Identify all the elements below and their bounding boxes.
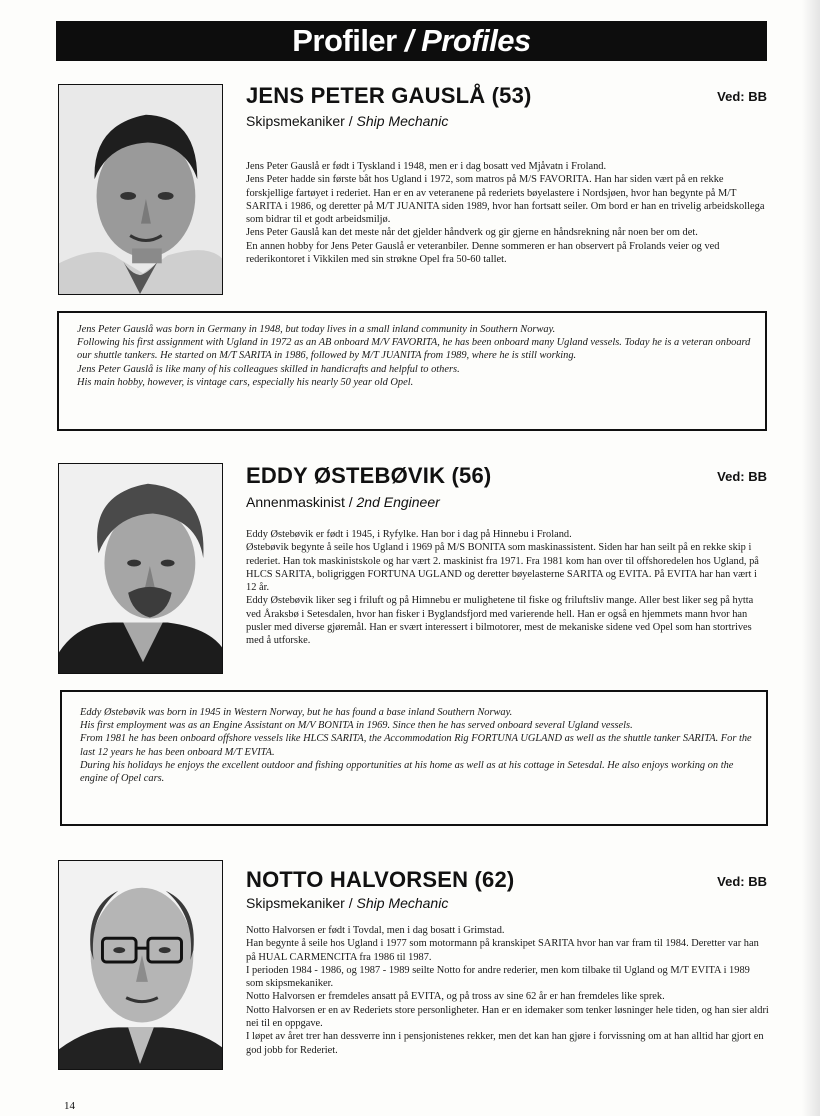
profile-name: NOTTO HALVORSEN (62): [246, 867, 515, 892]
bio-paragraph: Notto Halvorsen er fremdeles ansatt på EVITA, og på tross av sine 62 år er han fremdeles like sprek.: [246, 991, 665, 1003]
header-title-en: Profiles: [421, 23, 531, 58]
bio-paragraph: Eddy Østebøvik er født i 1945, i Ryfylke. Han bor i dag på Hinnebu i Froland.: [246, 529, 572, 540]
bio-paragraph: Jens Peter Gauslå er født i Tyskland i 1948, men er i dag bosatt ved Mjåvatn i Froland.: [246, 161, 607, 172]
role-en: Ship Mechanic: [356, 895, 449, 911]
bio-en-paragraph: His first employment was as an Engine Assistant on M/V BONITA in 1969. Since then he has served onboard several Ugland vessels.: [80, 720, 633, 732]
page-number: 14: [64, 1100, 75, 1112]
profile-bio-en-box: [57, 311, 767, 431]
profile-name: JENS PETER GAUSLÅ (53): [246, 83, 532, 108]
bio-paragraph: Han begynte å seile hos Ugland i 1977 som motormann på kranskipet SARITA hvor han var fram til 1984. Deretter var han på HUAL CARMENCITA fra 1986 til 1987.: [246, 938, 759, 963]
bio-paragraph: I løpet av året trer han dessverre inn i pensjonistenes rekker, men det kan han gjøre i forvissning om at han alltid har gjort en god jobb for Rederiet.: [246, 1031, 764, 1056]
role-no: Annenmaskinist: [246, 494, 345, 510]
header-title-no: Profiler: [292, 23, 397, 58]
bio-paragraph: Eddy Østebøvik liker seg i friluft og på Himnebu er mulighetene til fiske og friluftsliv mange. Aller best liker seg på hytta ved Åraksbø i Setesdalen, hvor han fisker i Byglandsfjord med varierende hell. Han er også en hjemmets mann hvor han pusler med diverse gjøremål. Han er svært interessert i bilmotorer, mest de mekaniske sidene ved Opel som han stortrives med å utforske.: [246, 595, 754, 647]
bio-paragraph: Østebøvik begynte å seile hos Ugland i 1969 på M/S BONITA som maskinassistent. Siden har han seilt på en rekke skip i rederiet. Han tok maskinistskole og har vært 2. maskinist fra 1971. Fra 1981 kom han over til offshoredelen hos Ugland, på HLCS SARITA, boligriggen FORTUNA UGLAND og deretter bøyelasterne SARITA og EVITA. På EVITA har han vært i 12 år.: [246, 542, 759, 594]
role-en: Ship Mechanic: [356, 113, 449, 129]
role-separator: /: [344, 113, 357, 129]
profile-ved: Ved: BB: [717, 874, 767, 889]
profile-name: EDDY ØSTEBØVIK (56): [246, 463, 492, 488]
profile-photo-gausla: [58, 84, 223, 295]
bio-en-paragraph: From 1981 he has been onboard offshore vessels like HLCS SARITA, the Accommodation Rig FORTUNA UGLAND as well as the shuttle tanker SARITA. For the last 12 years he has been onboard M/T EVITA.: [80, 733, 752, 758]
bio-en-paragraph: During his holidays he enjoys the excellent outdoor and fishing opportunities at his home as well as at his cottage in Setesdal. He also enjoys working on the engine of Opel cars.: [80, 759, 734, 785]
profile-ved: Ved: BB: [717, 469, 767, 484]
profile-bio-no: [246, 160, 769, 266]
profile-photo-ostebovik: [58, 463, 223, 674]
profile-photo-halvorsen: [58, 860, 223, 1070]
bio-en-paragraph: Eddy Østebøvik was born in 1945 in Western Norway, but he has found a base inland Southern Norway.: [80, 707, 513, 718]
page-edge-shadow: [802, 0, 820, 1116]
profile-role: [246, 113, 448, 129]
bio-en-paragraph: His main hobby, however, is vintage cars, especially his nearly 50 year old Opel.: [77, 376, 414, 388]
role-no: Skipsmekaniker: [246, 113, 345, 129]
profile-ved: Ved: BB: [717, 89, 767, 104]
bio-paragraph: En annen hobby for Jens Peter Gauslå er veteranbiler. Denne sommeren er han observert på Frolands veier og ved rederikontoret i Vikkilen med sin strøkne Opel fra 50-60 tallet.: [246, 240, 720, 266]
profile-role: [246, 895, 448, 911]
bio-paragraph: Jens Peter Gauslå kan det meste når det gjelder håndverk og gir gjerne en håndsrekning når noen ber om det.: [246, 227, 698, 239]
header-slash: /: [396, 23, 422, 58]
bio-paragraph: Notto Halvorsen er født i Tovdal, men i dag bosatt i Grimstad.: [246, 925, 505, 936]
bio-en-paragraph: Following his first assignment with Ugland in 1972 as an AB onboard M/V FAVORITA, he has been onboard many Ugland vessels. Today he is a veteran onboard our shuttle tankers. He started on M/T SARITA in 1986, followed by M/T JUANITA from 1989, where he is still working.: [77, 337, 751, 362]
bio-paragraph: Notto Halvorsen er en av Rederiets store personligheter. Han er en idemaker som tenker løsninger hele tiden, og han sier aldri nei til en oppgave.: [246, 1004, 769, 1030]
bio-en-paragraph: Jens Peter Gauslå was born in Germany in 1948, but today lives in a small inland community in Southern Norway.: [77, 324, 556, 335]
role-separator: /: [344, 494, 357, 510]
role-en: 2nd Engineer: [356, 494, 440, 510]
role-separator: /: [344, 895, 357, 911]
bio-paragraph: I perioden 1984 - 1986, og 1987 - 1989 seilte Notto for andre rederier, men kom tilbake til Ugland og M/T EVITA i 1989 som skipsmekaniker.: [246, 964, 750, 990]
page-header: [56, 21, 767, 61]
bio-paragraph: Jens Peter hadde sin første båt hos Ugland i 1972, som matros på M/S FAVORITA. Han har siden vært på en rekke forskjellige fartøyet i rederiet. Han er en av veteranene på rederiets bøyelastere i Nordsjøen, hvor han begynte på M/T SARITA i 1986, og deretter på M/T JUANITA siden 1989, hvor han fortsatt seiler. Om bord er han en trivelig arbeidskollega som bidrar til et godt arbeidsmiljø.: [246, 174, 765, 226]
profile-bio-no: [246, 924, 769, 1057]
profile-bio-en-box: [60, 690, 768, 826]
profile-role: [246, 494, 440, 510]
bio-en-paragraph: Jens Peter Gauslå is like many of his colleagues skilled in handicrafts and helpful to others.: [77, 363, 460, 375]
role-no: Skipsmekaniker: [246, 895, 345, 911]
profile-bio-no: [246, 528, 769, 648]
